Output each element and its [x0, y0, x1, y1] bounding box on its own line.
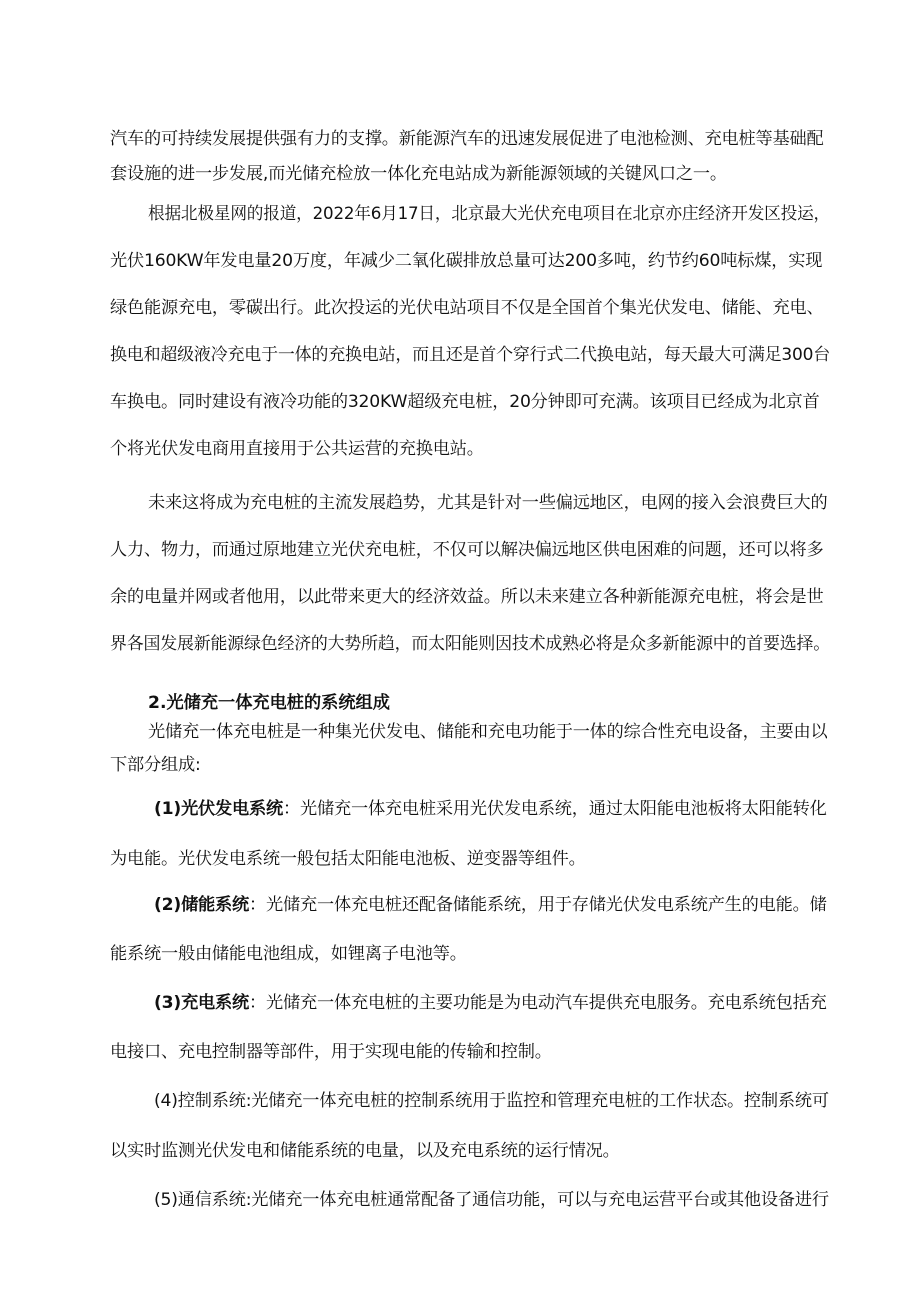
- item-label: (5)通信系统: [154, 1190, 246, 1210]
- section-heading: 2.光储充一体充电桩的系统组成: [148, 693, 390, 713]
- item-label: (2)储能系统: [154, 895, 250, 915]
- item-label: (1)光伏发电系统: [154, 799, 283, 819]
- document-page: 汽车的可持续发展提供强有力的支撑。新能源汽车的迅速发展促进了电池检测、充电桩等基础配 套设施的进一步发展,而光储充检放一体化充电站成为新能源领域的关键风口之一。 根据北极星网的报道，2022年6月17日，北京最大光伏充电项目在北京亦庄经济开发区投运， 光伏160KW年发电量20万度，年减少二氧化碳排放总量可达200多吨，约节约60吨标煤，实现 绿色能源充电，零碳出行。此次投运的光伏电站项目不仅是全国首个集光伏发电、储能、充电、 换电和超级液冷充电于一体的充换电站，而且还是首个穿行式二代换电站，每天最大可满足300台 车换电。同时建设有液冷功能的320KW超级充电桩，20分钟即可充满。该项目已经成为北京首 个将光伏发电商用直接用于公共运营的充换电站。 未来这将成为充电桩的主流发展趋势，尤其是针对一些偏远地区，电网的接入会浪费巨大的 人力、物力，而通过原地建立光伏充电桩，不仅可以解决偏远地区供电困难的问题，还可以将多 余的电量并网或者他用，以此带来更大的经济效益。所以未来建立各种新能源充电桩，将会是世 界各国发展新能源绿色经济的大势所趋，而太阳能则因技术成熟必将是众多新能源中的首要选择。 2.光储充一体充电桩的系统组成 光储充一体充电桩是一种集光伏发电、储能和充电功能于一体的综合性充电设备，主要由以 下部分组成: (1)光伏发电系统：光储充一体充电桩采用光伏发电系统，通过太阳能电池板将太阳能转化 为电能。光伏发电系统一般包括太阳能电池板、逆变器等组件。 (2)储能系统：光储充一体充电桩还配备储能系统，用于存储光伏发电系统产生的电能。储 能系统一般由储能电池组成，如锂离子电池等。 (3)充电系统：光储充一体充电桩的主要功能是为电动汽车提供充电服务。充电系统包括充 电接口、充电控制器等部件，用于实现电能的传输和控制。 (4)控制系统:光储充一体充电桩的控制系统用于监控和管理充电桩的工作状态。控制系统可 以实时监测光伏发电和储能系统的电量，以及充电系统的运行情况。 (5)通信系统:光储充一体充电桩通常配备了通信功能，可以与充电运营平台或其他设备进行: [110, 129, 831, 1210]
- item-label: (3)充电系统: [154, 993, 250, 1013]
- item-label: (4)控制系统: [154, 1091, 246, 1111]
